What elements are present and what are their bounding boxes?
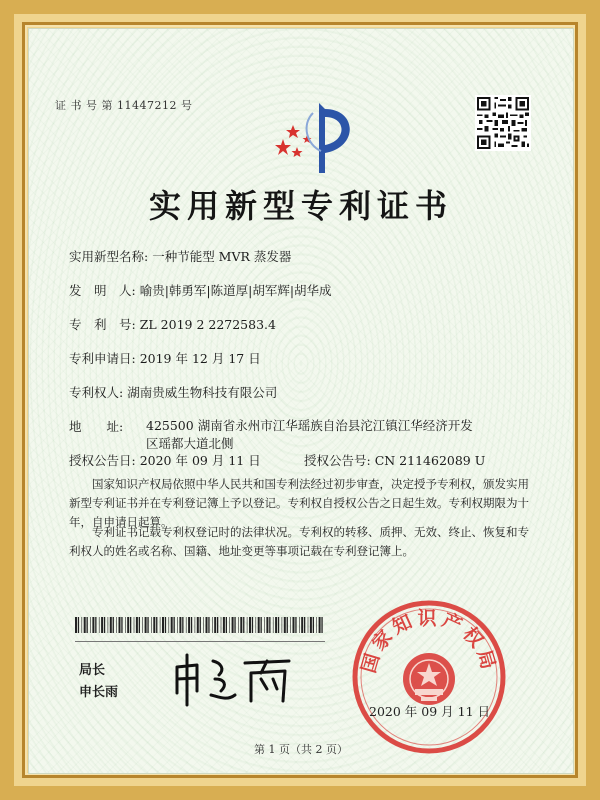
page-number: 第 1 页（共 2 页）: [254, 743, 348, 756]
cnipa-logo-icon: [261, 95, 371, 175]
body-paragraph-1: 国家知识产权局依照中华人民共和国专利法经过初步审查，决定授予专利权，颁发实用新型专利证书并在专利登记簿上予以登记。专利权自授权公告之日起生效。专利权期限为十年，自申请日起算。: [69, 477, 529, 529]
body-paragraph-2: 专利证书记载专利权登记时的法律状况。专利权的转移、质押、无效、终止、恢复和专利权人的姓名或名称、国籍、地址变更等事项记载在专利登记簿上。: [69, 525, 529, 558]
director-signature: [169, 649, 299, 709]
field-inventor: [69, 281, 332, 299]
field-grant-number: [304, 451, 485, 469]
seal-date: 2020 年 09 月 11 日: [369, 704, 490, 719]
field-utility-model-name: [69, 247, 291, 265]
field-value: 喻贵|韩勇军|陈道厚|胡军辉|胡华成: [139, 283, 332, 298]
official-seal-icon: [349, 597, 509, 757]
director-title: 局长: [79, 663, 106, 678]
certificate-number: 证 书 号 第 11447212 号: [55, 99, 193, 112]
field-label: 发 明 人:: [69, 283, 136, 298]
field-label: 地 址:: [69, 419, 124, 434]
barcode-divider: [75, 641, 325, 642]
field-label: 授权公告号:: [304, 453, 371, 468]
field-value: 一种节能型 MVR 蒸发器: [152, 249, 292, 264]
field-filing-date: [69, 349, 261, 367]
certificate-paper: [28, 28, 574, 774]
field-label: 授权公告日:: [69, 453, 136, 468]
field-value: ZL 2019 2 2272583.4: [139, 317, 276, 332]
field-value: CN 211462089 U: [374, 453, 486, 468]
director-name: 申长雨: [79, 685, 119, 700]
field-grant-date: [69, 451, 261, 469]
field-address-label-row: [69, 417, 123, 435]
field-label: 专利权人:: [69, 385, 124, 400]
field-value: 湖南贵威生物科技有限公司: [127, 385, 278, 400]
field-label: 专利申请日:: [69, 351, 136, 366]
barcode-icon: [75, 617, 325, 633]
field-label: 专 利 号:: [69, 317, 136, 332]
seal-text: 国家知识产权局: [357, 607, 501, 676]
field-patent-number: [69, 315, 276, 333]
certificate-title: 实用新型专利证书: [148, 187, 453, 225]
qr-code-icon: [475, 95, 531, 151]
field-value: 2020 年 09 月 11 日: [139, 453, 261, 468]
field-label: 实用新型名称:: [69, 249, 149, 264]
field-patentee: [69, 383, 277, 401]
field-value: 2019 年 12 月 17 日: [139, 351, 261, 366]
field-address-value: 425500 湖南省永州市江华瑶族自治县沱江镇江华经济开发区瑶都大道北侧: [146, 418, 473, 451]
